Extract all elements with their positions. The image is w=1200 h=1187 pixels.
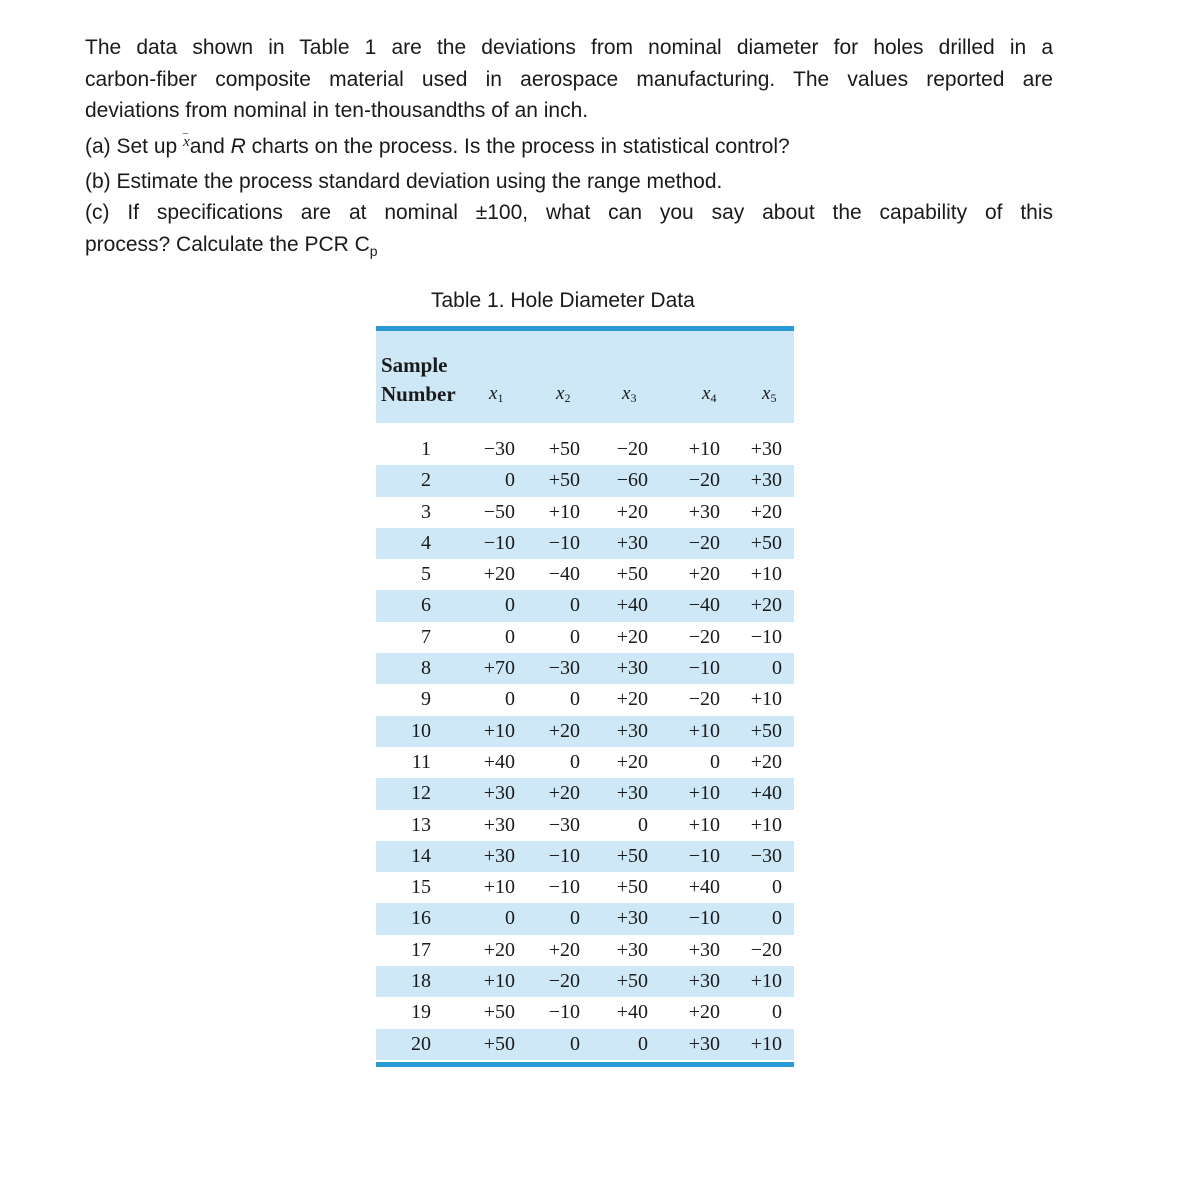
deviation-cell: +30 xyxy=(483,813,515,836)
sample-number-cell: 11 xyxy=(411,750,431,773)
deviation-cell: +30 xyxy=(688,970,720,993)
deviation-cell: +10 xyxy=(750,1032,782,1055)
question-a-prefix: (a) Set up xyxy=(85,135,184,158)
deviation-cell: +30 xyxy=(483,782,515,805)
table-bottom-rule xyxy=(376,1062,794,1067)
deviation-cell: 0 xyxy=(772,907,782,930)
deviation-cell: −40 xyxy=(688,594,720,617)
deviation-cell: +50 xyxy=(750,531,782,554)
sample-number-cell: 19 xyxy=(411,1001,431,1024)
table-row xyxy=(376,997,794,1028)
deviation-cell: −60 xyxy=(616,469,648,492)
deviation-cell: +10 xyxy=(483,970,515,993)
deviation-cell: 0 xyxy=(772,657,782,680)
hole-diameter-table xyxy=(376,326,794,1067)
deviation-cell: +40 xyxy=(688,876,720,899)
deviation-cell: +50 xyxy=(616,563,648,586)
header-spacer xyxy=(376,423,794,434)
deviation-cell: −10 xyxy=(483,531,515,554)
table-row xyxy=(376,872,794,903)
sample-number-cell: 8 xyxy=(421,657,431,680)
table-row xyxy=(376,497,794,528)
deviation-cell: +20 xyxy=(616,750,648,773)
question-a-mid: and xyxy=(189,135,231,158)
deviation-cell: +20 xyxy=(548,782,580,805)
table-row xyxy=(376,810,794,841)
table-row xyxy=(376,747,794,778)
table-row xyxy=(376,1029,794,1060)
deviation-cell: −20 xyxy=(688,531,720,554)
deviation-cell: +50 xyxy=(616,970,648,993)
table-row xyxy=(376,622,794,653)
deviation-cell: +50 xyxy=(616,844,648,867)
deviation-cell: 0 xyxy=(505,907,515,930)
sample-number-cell: 12 xyxy=(411,782,431,805)
deviation-cell: 0 xyxy=(570,688,580,711)
deviation-cell: +40 xyxy=(483,750,515,773)
table-row xyxy=(376,653,794,684)
deviation-cell: +30 xyxy=(616,531,648,554)
deviation-cell: −50 xyxy=(483,500,515,523)
deviation-cell: −10 xyxy=(750,625,782,648)
sample-number-cell: 15 xyxy=(411,876,431,899)
sample-number-cell: 7 xyxy=(421,625,431,648)
deviation-cell: 0 xyxy=(505,688,515,711)
deviation-cell: −20 xyxy=(688,688,720,711)
table-row xyxy=(376,559,794,590)
deviation-cell: +30 xyxy=(483,844,515,867)
deviation-cell: −10 xyxy=(688,907,720,930)
deviation-cell: +30 xyxy=(750,469,782,492)
deviation-cell: 0 xyxy=(570,1032,580,1055)
sample-number-cell: 20 xyxy=(411,1032,431,1055)
deviation-cell: 0 xyxy=(570,750,580,773)
deviation-cell: +30 xyxy=(616,719,648,742)
table-row xyxy=(376,434,794,465)
deviation-cell: +10 xyxy=(688,438,720,460)
intro-line-1: The data shown in Table 1 are the deviations from nominal diameter for holes drilled in a xyxy=(85,36,1053,59)
question-a-rest: charts on the process. Is the process in statistical control? xyxy=(245,135,790,158)
deviation-cell: +30 xyxy=(688,938,720,961)
deviation-cell: −30 xyxy=(548,813,580,836)
intro-line-2: carbon-fiber composite material used in aerospace manufacturing. The values reported are xyxy=(85,67,1053,91)
sample-number-cell: 17 xyxy=(411,938,431,961)
deviation-cell: −10 xyxy=(688,844,720,867)
deviation-cell: +20 xyxy=(548,719,580,742)
deviation-cell: −30 xyxy=(483,438,515,460)
deviation-cell: +40 xyxy=(750,782,782,805)
deviation-cell: −20 xyxy=(750,938,782,961)
deviation-cell: 0 xyxy=(772,876,782,899)
deviation-cell: +10 xyxy=(483,719,515,742)
deviation-cell: +30 xyxy=(688,500,720,523)
deviation-cell: +50 xyxy=(483,1032,515,1055)
deviation-cell: 0 xyxy=(570,625,580,648)
cp-subscript: p xyxy=(369,242,378,259)
column-header-x3: $x_3$ xyxy=(622,383,637,405)
deviation-cell: +10 xyxy=(688,813,720,836)
deviation-cell: 0 xyxy=(638,813,648,836)
table-row xyxy=(376,935,794,966)
deviation-cell: −40 xyxy=(548,563,580,586)
deviation-cell: +30 xyxy=(616,938,648,961)
deviation-cell: +30 xyxy=(688,1032,720,1055)
deviation-cell: 0 xyxy=(638,1032,648,1055)
deviation-cell: +20 xyxy=(616,625,648,648)
problem-intro xyxy=(85,32,1053,127)
deviation-cell: 0 xyxy=(505,594,515,617)
deviation-cell: +50 xyxy=(750,719,782,742)
sample-number-cell: 2 xyxy=(421,469,431,492)
deviation-cell: −20 xyxy=(688,625,720,648)
sample-number-cell: 1 xyxy=(421,438,431,460)
question-c-line-2 xyxy=(85,229,1053,268)
column-header-x2: $x_2$ xyxy=(556,383,571,405)
deviation-cell: +20 xyxy=(750,500,782,523)
deviation-cell: +20 xyxy=(750,594,782,617)
sample-number-cell: 18 xyxy=(411,970,431,993)
deviation-cell: +40 xyxy=(616,1001,648,1024)
deviation-cell: −30 xyxy=(548,657,580,680)
sample-number-cell: 9 xyxy=(421,688,431,711)
sample-number-cell: 10 xyxy=(411,719,431,742)
header-number: Number xyxy=(381,382,456,406)
deviation-cell: +20 xyxy=(750,750,782,773)
table-row xyxy=(376,528,794,559)
r-symbol: R xyxy=(230,135,246,158)
deviation-cell: +10 xyxy=(750,563,782,586)
sample-number-cell: 4 xyxy=(421,531,431,554)
sample-number-cell: 14 xyxy=(411,844,431,867)
table-caption: Table 1. Hole Diameter Data xyxy=(431,289,695,312)
deviation-cell: +10 xyxy=(548,500,580,523)
deviation-cell: 0 xyxy=(505,469,515,492)
problem-questions xyxy=(85,131,1053,267)
deviation-cell: +20 xyxy=(483,563,515,586)
deviation-cell: +30 xyxy=(750,438,782,460)
sample-number-cell: 3 xyxy=(421,500,431,523)
table-body xyxy=(376,434,794,1060)
deviation-cell: +20 xyxy=(688,1001,720,1024)
deviation-cell: 0 xyxy=(505,625,515,648)
deviation-cell: +30 xyxy=(616,907,648,930)
column-header-x4: $x_4$ xyxy=(702,383,717,405)
table-row xyxy=(376,465,794,496)
deviation-cell: −30 xyxy=(750,844,782,867)
question-c-text: process? Calculate the PCR C xyxy=(85,232,370,256)
deviation-cell: −10 xyxy=(548,531,580,554)
deviation-cell: +50 xyxy=(548,438,580,460)
deviation-cell: +10 xyxy=(750,813,782,836)
deviation-cell: +30 xyxy=(616,657,648,680)
table-row xyxy=(376,841,794,872)
deviation-cell: +50 xyxy=(483,1001,515,1024)
deviation-cell: +20 xyxy=(548,938,580,961)
table-header xyxy=(376,331,794,423)
intro-line-3: deviations from nominal in ten-thousandths of an inch. xyxy=(85,99,589,122)
deviation-cell: 0 xyxy=(710,750,720,773)
header-sample: Sample xyxy=(381,353,448,377)
deviation-cell: −10 xyxy=(548,876,580,899)
column-header-x5: $x_5$ xyxy=(762,383,777,405)
deviation-cell: −10 xyxy=(548,844,580,867)
deviation-cell: +20 xyxy=(483,938,515,961)
table-row xyxy=(376,778,794,809)
deviation-cell: +30 xyxy=(616,782,648,805)
deviation-cell: +50 xyxy=(616,876,648,899)
deviation-cell: +10 xyxy=(688,719,720,742)
deviation-cell: −10 xyxy=(548,1001,580,1024)
question-c-line-1: (c) If specifications are at nominal ±100, what can you say about the capability of this xyxy=(85,201,1053,224)
x-bar-symbol: ‾ $^x$ xyxy=(183,134,190,150)
sample-number-cell: 6 xyxy=(421,594,431,617)
deviation-cell: −10 xyxy=(688,657,720,680)
question-b: (b) Estimate the process standard deviation using the range method. xyxy=(85,169,723,193)
table-row xyxy=(376,966,794,997)
deviation-cell: 0 xyxy=(772,1001,782,1024)
deviation-cell: 0 xyxy=(570,907,580,930)
table-row xyxy=(376,684,794,715)
deviation-cell: +10 xyxy=(750,970,782,993)
deviation-cell: +20 xyxy=(616,688,648,711)
deviation-cell: +40 xyxy=(616,594,648,617)
table-row xyxy=(376,716,794,747)
deviation-cell: 0 xyxy=(570,594,580,617)
column-header-x1: $x_1$ xyxy=(489,383,504,405)
deviation-cell: +20 xyxy=(616,500,648,523)
deviation-cell: +50 xyxy=(548,469,580,492)
deviation-cell: +70 xyxy=(483,657,515,680)
question-a xyxy=(85,131,1053,166)
sample-number-header xyxy=(381,351,456,409)
table-row xyxy=(376,590,794,621)
deviation-cell: −20 xyxy=(616,438,648,460)
deviation-cell: −20 xyxy=(548,970,580,993)
deviation-cell: +10 xyxy=(750,688,782,711)
deviation-cell: +10 xyxy=(688,782,720,805)
sample-number-cell: 5 xyxy=(421,563,431,586)
deviation-cell: +10 xyxy=(483,876,515,899)
sample-number-cell: 16 xyxy=(411,907,431,930)
sample-number-cell: 13 xyxy=(411,813,431,836)
deviation-cell: −20 xyxy=(688,469,720,492)
deviation-cell: +20 xyxy=(688,563,720,586)
table-row xyxy=(376,903,794,934)
